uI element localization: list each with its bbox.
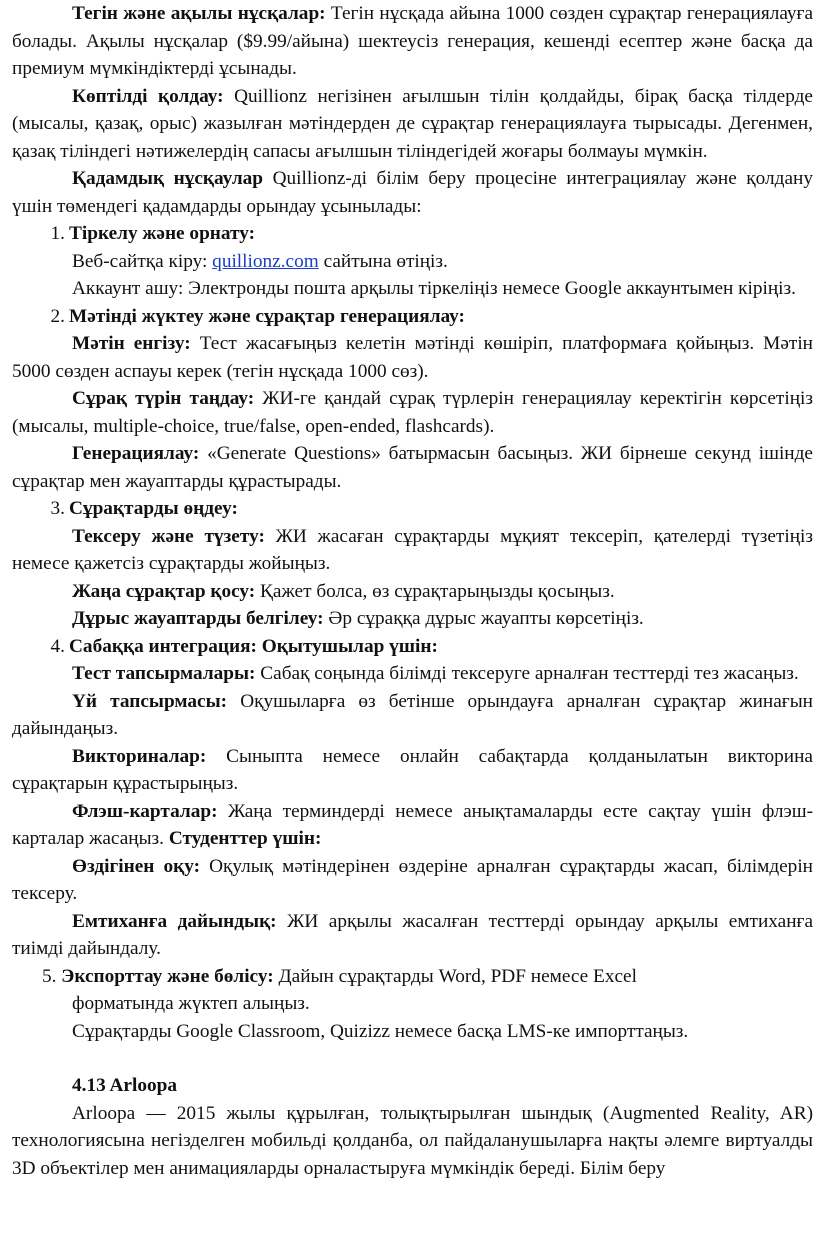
quillionz-link[interactable]: quillionz.com [212,250,319,272]
step-4-text-f: ЖИ арқылы жасалған тесттерді орындау арқылы емтиханға тиімді дайындалу. [12,910,814,959]
list-number: 2. [50,305,65,327]
step-4-paragraph-c [12,743,813,798]
step-1-visit [12,248,813,276]
step-4-paragraph-a [12,660,813,688]
step-5-line-2: форматында жүктеп алыңыз. [72,993,310,1014]
paragraph-multilingual [12,83,813,166]
step-4-term-c: Викториналар: [72,745,207,767]
term-multilingual: Көптілді қолдау: [72,85,224,107]
step-4-term-a: Тест тапсырмалары: [72,663,256,684]
step-2-title: Мәтінді жүктеу және сұрақтар генерациялау: [69,305,465,327]
step-2-term-a: Мәтін енгізу: [72,333,191,354]
step-3-text-a: ЖИ жасаған сұрақтарды мұқият тексеріп, қателерді түзетіңіз немесе қажетсіз сұрақтарды жойыңыз. [12,525,813,574]
list-item-step-1 [12,220,813,248]
step-3-title: Сұрақтарды өңдеу: [69,498,238,519]
text-steps-intro: Quillionz-ді білім беру процесіне интеграциялау және қолдану үшін төмендегі қадамдарды орындау ұсынылады: [12,168,813,217]
step-3-text-b: Қажет болса, өз сұрақтарыңызды қосыңыз. [255,580,615,602]
step-2-term-b: Сұрақ түрін таңдау: [72,388,255,409]
step-2-paragraph-a [12,330,813,385]
list-item-step-2 [12,303,813,331]
step-4-term-e: Өздігінен оқу: [72,855,201,877]
paragraph-free-paid [12,0,813,83]
step-4-paragraph-d [12,798,813,853]
document-page [12,0,813,1182]
step-3-term-c: Дұрыс жауаптарды белгілеу: [72,608,324,629]
step-4-text-b: Оқушыларға өз бетінше орындауға арналған сұрақтар жинағын дайындаңыз. [12,690,813,739]
list-item-step-3 [12,495,813,523]
list-number: 4. [50,635,65,657]
step-4-text-c: Сыныпта немесе онлайн сабақтарда қолданылатын викторина сұрақтарын құрастырыңыз. [12,745,813,794]
step-4-text-e: Оқулық мәтіндерінен өздеріне арналған сұрақтарды жасап, білімдерін тексеру. [12,855,814,904]
list-number: 1. [50,223,65,244]
paragraph-steps-intro [12,165,813,220]
step-4-term-b: Үй тапсырмасы: [72,690,228,712]
step-1-account: Аккаунт ашу: Электронды пошта арқылы тіркеліңіз немесе Google аккаунтымен кіріңіз. [72,278,796,299]
step-4-term-d: Флэш-карталар: [72,800,218,822]
step-4-text-a: Сабақ соңында білімді тексеруге арналған тесттерді тез жасаңыз. [255,663,799,684]
step-4-paragraph-e [12,853,813,908]
text-free-paid: Тегін нұсқада айына 1000 сөзден сұрақтар генерациялауға болады. Ақылы нұсқалар ($9.99/айына) шектеусіз генерация, кешенді есептер және басқа да премиум мүмкіндіктерді ұсынады. [12,3,814,79]
step-2-paragraph-b [12,385,813,440]
step-2-text-a: Тест жасағыңыз келетін мәтінді көшіріп, платформаға қойыңыз. Мәтін 5000 сөзден аспауы керек (тегін нұсқада 1000 сөз). [12,333,813,382]
list-number: 5. [42,965,57,987]
step-4-term-f: Емтиханға дайындық: [72,910,277,932]
step-5-import: Сұрақтарды Google Classroom, Quizizz немесе басқа LMS-ке импорттаңыз. [72,1020,689,1042]
list-item-step-4 [12,633,813,661]
step-3-term-a: Тексеру және түзету: [72,525,265,547]
step-4-paragraph-b [12,688,813,743]
text-multilingual: Quillionz негізінен ағылшын тілін қолдайды, бірақ басқа тілдерде (мысалы, қазақ, орыс) жазылған мәтіндерден де сұрақтар генерациялауға тырысады. Дегенмен, қазақ тіліндегі нәтижелердің сапасы ағылшын тіліндегідей жоғары болмауы мүмкін. [12,85,813,162]
step-3-paragraph-c [12,605,813,633]
list-number: 3. [50,498,65,519]
step-3-paragraph-b [12,578,813,606]
step-3-text-c: Әр сұраққа дұрыс жауапты көрсетіңіз. [323,608,644,629]
step-4-title: Сабаққа интеграция: Оқытушылар үшін: [69,635,438,657]
step-1-title: Тіркелу және орнату: [69,223,256,244]
section-heading-text: 4.13 Arloopa [72,1075,177,1096]
section-heading [12,1072,813,1100]
term-free-paid: Тегін және ақылы нұсқалар: [72,3,326,24]
step-4-students-heading: Студенттер үшін: [168,828,322,849]
step-2-paragraph-c [12,440,813,495]
step-4-text-d: Жаңа терминдерді немесе анықтамаларды есте сақтау үшін флэш-карталар жасаңыз. [12,800,813,849]
step-2-text-b: ЖИ-ге қандай сұрақ түрлерін генерациялау керектігін көрсетіңіз (мысалы, multiple-choice, true/false, open-ended, flashcards). [12,388,813,437]
step-4-paragraph-f [12,908,813,963]
spacer [12,1045,813,1072]
step-2-text-c: «Generate Questions» батырмасын басыңыз. ЖИ бірнеше секунд ішінде сұрақтар мен жауаптарды құрастырады. [12,443,813,492]
step-2-term-c: Генерациялау: [72,443,200,464]
step-5-line-1 [42,963,727,991]
step-3-term-b: Жаңа сұрақтар қосу: [72,580,256,602]
visit-suffix: сайтына өтіңіз. [318,250,448,272]
step-5-title: Экспорттау және бөлісу: [61,965,274,987]
section-paragraph: Arloopa — 2015 жылы құрылған, толықтырылған шындық (Augmented Reality, AR) технологиясына негізделген мобильді қолданба, ол пайдаланушыларға нақты әлемге виртуалды 3D объектілер мен анимацияларды орналастыруға мүмкіндік береді. Білім беру [12,1102,813,1179]
list-item-step-5 [12,963,813,1018]
step-3-paragraph-a [12,523,813,578]
term-steps: Қадамдық нұсқаулар [72,168,264,189]
visit-label: Веб-сайтқа кіру: [72,250,213,272]
step-5-text-1: Дайын сұрақтарды Word, PDF немесе Excel [273,965,637,987]
